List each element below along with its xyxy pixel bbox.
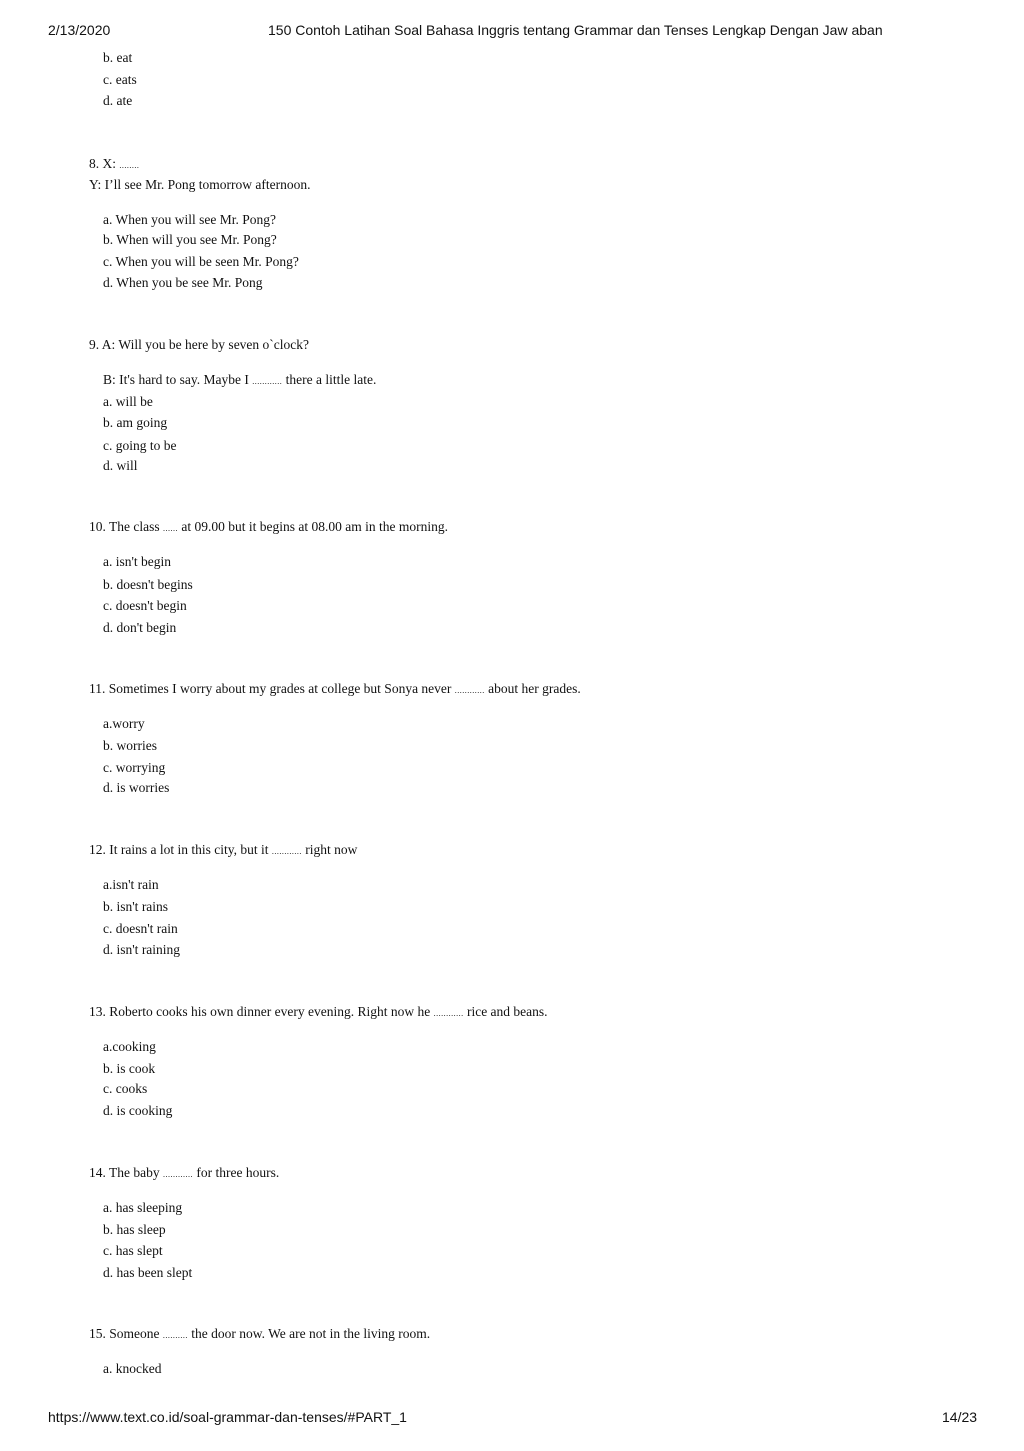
answer-blank: ............	[454, 686, 485, 695]
option: b. eat	[103, 50, 133, 65]
question-13: 13. Roberto cooks his own dinner every evening. Right now he ............ rice and beans.	[89, 1004, 548, 1019]
option: c. When you will be seen Mr. Pong?	[103, 254, 299, 269]
option: b. has sleep	[103, 1222, 166, 1237]
option: d. is cooking	[103, 1103, 173, 1118]
answer-blank: ........	[119, 161, 140, 170]
question-15: 15. Someone .......... the door now. We are not in the living room.	[89, 1326, 431, 1341]
option: d. isn't raining	[103, 942, 181, 957]
answer-blank: ..........	[162, 1331, 188, 1340]
print-date: 2/13/2020	[48, 22, 111, 38]
answer-blank: ............	[252, 377, 283, 386]
option: a.cooking	[103, 1039, 156, 1054]
answer-blank: ............	[163, 1170, 193, 1179]
question-8-line2: Y: I’ll see Mr. Pong tomorrow afternoon.	[89, 177, 311, 192]
option: b. isn't rains	[103, 899, 169, 914]
option: d. has been slept	[103, 1265, 193, 1280]
question-11: 11. Sometimes I worry about my grades at college but Sonya never ............ about her grades.	[89, 681, 581, 696]
option: a.isn't rain	[103, 877, 159, 892]
question-14: 14. The baby ............ for three hours.	[89, 1165, 280, 1180]
page-title: 150 Contoh Latihan Soal Bahasa Inggris tentang Grammar dan Tenses Lengkap Dengan Jaw aban	[268, 22, 883, 38]
option: b. is cook	[103, 1061, 156, 1076]
option: d. ate	[103, 93, 133, 108]
option: c. cooks	[103, 1081, 148, 1096]
answer-blank: ............	[433, 1009, 464, 1018]
question-12: 12. It rains a lot in this city, but it ............ right now	[89, 842, 358, 857]
option: d. will	[103, 458, 138, 473]
option: b. am going	[103, 415, 168, 430]
option: a. will be	[103, 394, 153, 409]
option: d. is worries	[103, 780, 170, 795]
question-8: 8. X: ........	[89, 156, 140, 171]
option: a. When you will see Mr. Pong?	[103, 212, 276, 227]
option: c. eats	[103, 72, 137, 87]
question-10: 10. The class ...... at 09.00 but it begins at 08.00 am in the morning.	[89, 519, 448, 534]
option: d. When you be see Mr. Pong	[103, 275, 263, 290]
question-9: 9. A: Will you be here by seven o`clock?	[89, 337, 310, 352]
option: b. doesn't begins	[103, 577, 193, 592]
answer-blank: ............	[271, 847, 302, 856]
option: a. isn't begin	[103, 554, 172, 569]
option: b. When will you see Mr. Pong?	[103, 232, 277, 247]
option: c. worrying	[103, 760, 166, 775]
question-9-line2: B: It's hard to say. Maybe I ............ there a little late.	[103, 372, 377, 387]
option: c. doesn't rain	[103, 921, 178, 936]
page-number: 14/23	[942, 1409, 978, 1425]
option: d. don't begin	[103, 620, 177, 635]
option: a.worry	[103, 716, 145, 731]
option: a. has sleeping	[103, 1200, 183, 1215]
option: c. going to be	[103, 438, 177, 453]
option: a. knocked	[103, 1361, 162, 1376]
option: c. has slept	[103, 1243, 163, 1258]
option: b. worries	[103, 738, 157, 753]
option: c. doesn't begin	[103, 598, 187, 613]
answer-blank: ......	[163, 524, 178, 533]
page-url: https://www.text.co.id/soal-grammar-dan-tenses/#PART_1	[48, 1409, 407, 1425]
